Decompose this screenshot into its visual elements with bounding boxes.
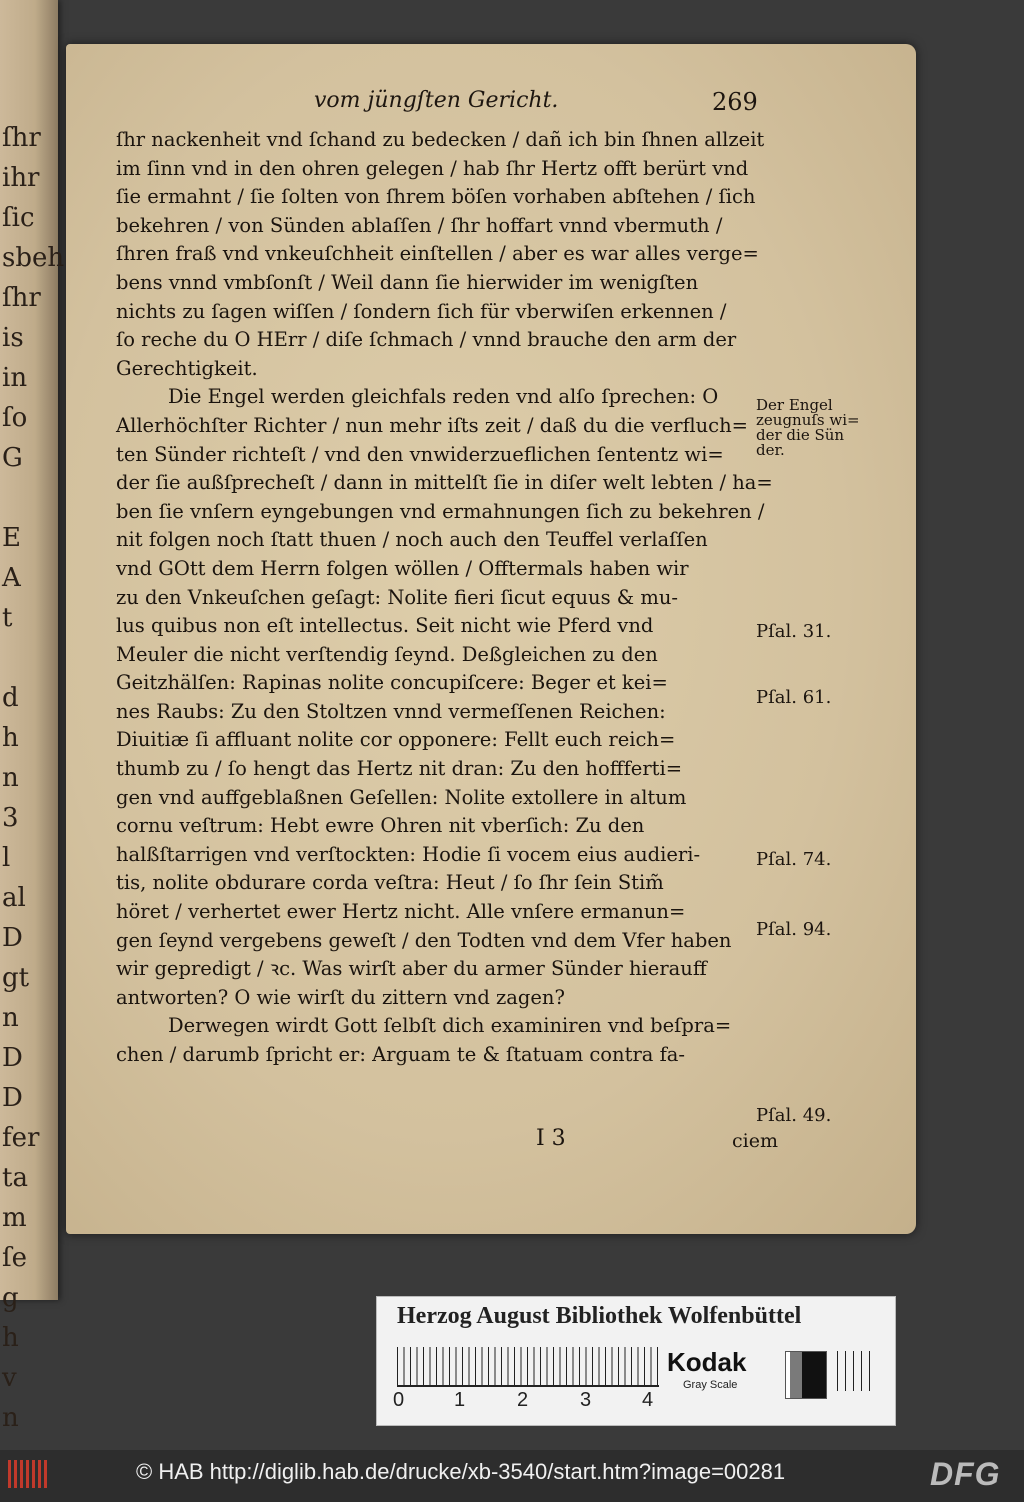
left-fragment: v — [2, 1363, 17, 1393]
left-fragment: in — [2, 363, 28, 393]
margin-note-psal-74: Pſal. 74. — [756, 849, 832, 870]
left-page-fragments — [2, 118, 65, 1478]
kodak-logo: Kodak — [667, 1347, 747, 1377]
left-fragment: al — [2, 883, 26, 913]
margin-note-psal-94: Pſal. 94. — [756, 919, 832, 940]
left-fragment: h — [2, 723, 19, 753]
left-fragment: ſhr — [2, 123, 41, 153]
left-fragment: d — [2, 683, 19, 713]
text-line: Gerechtigkeit. — [116, 356, 258, 380]
text-line: ſhr nackenheit vnd ſchand zu bedecken / dañ ich bin ſhnen allzeit — [116, 128, 765, 151]
left-fragment: n — [2, 763, 19, 793]
text-line: lus quibus non eſt intellectus. Seit nicht wie Pferd vnd — [116, 614, 654, 638]
left-fragment: ihr — [2, 163, 40, 193]
left-fragment: ſhr — [2, 283, 41, 313]
hab-logo-icon — [8, 1460, 48, 1488]
left-fragment: g — [2, 1283, 19, 1313]
left-fragment: t — [2, 603, 13, 633]
text-line: ſie ermahnt / ſie ſolten von ſhrem böſen vorhaben abſtehen / ſich — [116, 185, 756, 209]
left-fragment: h — [2, 1323, 19, 1353]
text-line: ten Sünder richteſt / vnd den vnwiderzueflichen ſententz wi= — [116, 442, 724, 466]
ruler-number: 2 — [517, 1389, 529, 1411]
left-fragment: ta — [2, 1163, 28, 1193]
text-line: Die Engel werden gleichfals reden vnd alſo ſprechen: O — [168, 385, 719, 409]
left-fragment: fer — [2, 1123, 40, 1153]
left-fragment: n — [2, 1403, 19, 1433]
left-fragment: gt — [2, 963, 30, 993]
left-fragment: E — [2, 523, 21, 553]
signature-mark: I 3 — [536, 1126, 566, 1151]
left-fragment — [2, 638, 32, 678]
left-fragment: A — [2, 563, 21, 593]
body-text — [116, 126, 816, 1070]
text-line: gen ſeynd vergebens geweſt / den Todten vnd dem Vfer haben — [116, 928, 732, 952]
text-line: zu den Vnkeuſchen geſagt: Nolite fieri ſicut equus & mu- — [116, 585, 678, 609]
tick-marks — [837, 1351, 877, 1391]
catchword: ciem — [732, 1130, 778, 1152]
left-fragment: ſic — [2, 203, 35, 233]
text-line: nichts zu ſagen wiſſen / ſondern ſich für vberwiſen erkennen / — [116, 299, 727, 323]
gray-scale-label: Gray Scale — [683, 1379, 738, 1391]
ruler-number: 3 — [580, 1389, 592, 1411]
left-fragment: l — [2, 843, 11, 873]
left-fragment: D — [2, 1083, 23, 1113]
text-line: tis, nolite obdurare corda veſtra: Heut / ſo ſhr ſein Stim̃ — [116, 871, 664, 895]
text-line: halßſtarrigen vnd verſtockten: Hodie ſi vocem eius audieri- — [116, 842, 701, 866]
text-line: Derwegen wirdt Gott ſelbſt dich examiniren vnd beſpra= — [168, 1014, 732, 1038]
text-line: Meuler die nicht verſtendig ſeynd. Deßgleichen zu den — [116, 642, 658, 666]
text-line: gen vnd auffgeblaßnen Geſellen: Nolite extollere in altum — [116, 785, 687, 809]
left-fragment: D — [2, 1043, 23, 1073]
text-line: thumb zu / ſo hengt das Hertz nit dran: Zu den hoffferti= — [116, 757, 683, 781]
margin-note-psal-31: Pſal. 31. — [756, 621, 832, 642]
text-line: antworten? O wie wirſt du zittern vnd zagen? — [116, 985, 565, 1009]
text-line: im ſinn vnd in den ohren gelegen / hab ſhr Hertz offt berürt vnd — [116, 156, 749, 180]
text-line: bens vnnd vmbſonſt / Weil dann ſie hierwider im wenigſten — [116, 270, 699, 294]
left-fragment: 3 — [2, 803, 19, 833]
gray-patch — [785, 1351, 827, 1399]
left-fragment: m — [2, 1203, 27, 1233]
left-fragment: ſo — [2, 403, 28, 433]
margin-note-engel: Der Engel zeugnuſs wi= der die Sün der. — [756, 396, 860, 459]
text-line: wir gepredigt / ꝛc. Was wirſt aber du armer Sünder hierauff — [116, 957, 707, 981]
scale-ruler — [397, 1347, 659, 1387]
left-fragment: is — [2, 323, 24, 353]
margin-note-psal-49: Pſal. 49. — [756, 1105, 832, 1126]
text-line: Allerhöchſter Richter / nun mehr iſts zeit / daß du die verfluch= — [116, 413, 748, 437]
text-line: Geitzhälſen: Rapinas nolite concupiſcere: Beger et kei= — [116, 671, 668, 695]
text-line: bekehren / von Sünden ablaſſen / ſhr hoffart vnnd vbermuth / — [116, 213, 723, 237]
ruler-number: 4 — [642, 1389, 654, 1411]
margin-note-psal-61: Pſal. 61. — [756, 687, 832, 708]
footer-bar — [0, 1450, 1024, 1502]
left-fragment — [2, 478, 32, 518]
text-line: ſo reche du O HErr / diſe ſchmach / vnnd brauche den arm der — [116, 328, 737, 352]
left-fragment: ſe — [2, 1243, 28, 1273]
page-number: 269 — [712, 88, 758, 116]
text-line: ſhren fraß vnd vnkeuſchheit einſtellen / aber es war alles verge= — [116, 242, 759, 266]
text-line: cornu veſtrum: Hebt ewre Ohren nit vberſich: Zu den — [116, 814, 645, 838]
running-title: vom jüngſten Gericht. — [314, 88, 559, 113]
text-line: nit folgen noch ſtatt thuen / noch auch den Teuffel verlaſſen — [116, 528, 708, 552]
left-page-edge — [0, 0, 65, 1433]
text-line: Diuitiæ ſi affluant nolite cor opponere: Fellt euch reich= — [116, 728, 676, 752]
dfg-logo: DFG — [930, 1456, 1001, 1492]
text-line: höret / verhertet ewer Hertz nicht. Alle vnſere ermanun= — [116, 900, 686, 924]
left-fragment: D — [2, 923, 23, 953]
left-fragment: sbeh — [2, 243, 65, 273]
left-fragment: n — [2, 1003, 19, 1033]
color-calibration-bar — [376, 1296, 896, 1426]
text-line: ben ſie vnſern eyngebungen vnd ermahnungen ſich zu bekehren / — [116, 499, 765, 523]
text-line: vnd GOtt dem Herrn folgen wöllen / Offtermals haben wir — [116, 556, 689, 580]
left-fragment: G — [2, 443, 23, 473]
book-page — [66, 44, 916, 1234]
ruler-number: 0 — [393, 1389, 405, 1411]
text-line: chen / darumb ſpricht er: Arguam te & ſtatuam contra fa- — [116, 1043, 686, 1066]
copyright-link[interactable]: © HAB http://diglib.hab.de/drucke/xb-3540/start.htm?image=00281 — [136, 1459, 786, 1484]
text-line: nes Raubs: Zu den Stoltzen vnnd vermeſſenen Reichen: — [116, 699, 666, 723]
ruler-number: 1 — [454, 1389, 466, 1411]
library-name: Herzog August Bibliothek Wolfenbüttel — [397, 1303, 802, 1329]
text-line: der ſie außſprecheſt / dann in mittelſt ſie in diſer welt lebten / ha= — [116, 471, 773, 495]
